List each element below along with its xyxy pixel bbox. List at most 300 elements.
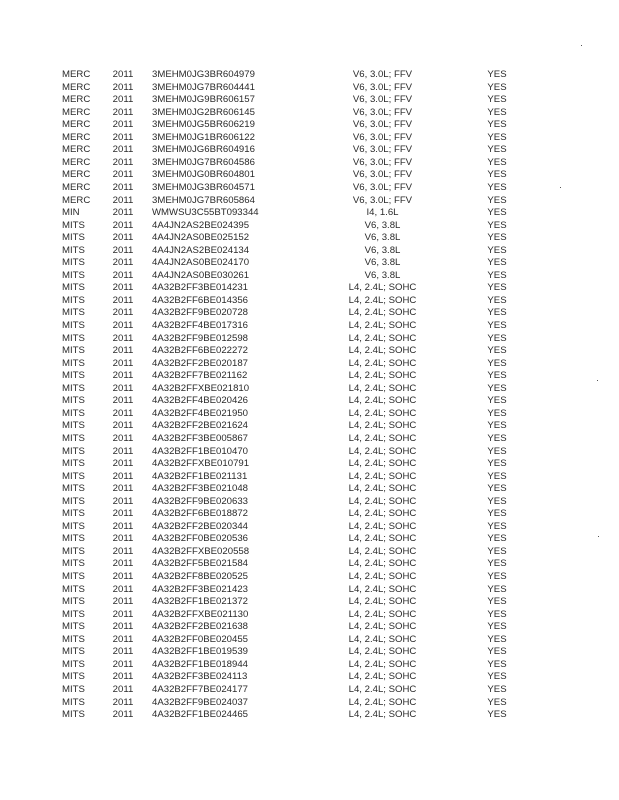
year-cell: 2011 <box>112 608 134 620</box>
year-cell: 2011 <box>112 470 134 482</box>
engine-cell: V6, 3.8L <box>364 219 401 231</box>
make-cell: MITS <box>62 508 85 520</box>
make-cell: MITS <box>62 257 85 269</box>
flag-cell: YES <box>487 307 507 319</box>
flag-cell: YES <box>487 608 507 620</box>
year-cell: 2011 <box>112 495 134 507</box>
make-cell: MERC <box>62 181 91 193</box>
vin-cell: 4A32B2FF1BE024465 <box>152 709 249 721</box>
year-cell: 2011 <box>112 432 134 444</box>
flag-cell: YES <box>487 357 507 369</box>
year-cell: 2011 <box>112 520 134 532</box>
engine-cell: V6, 3.0L; FFV <box>352 144 413 156</box>
vin-cell: 4A4JN2AS2BE024395 <box>152 219 250 231</box>
year-cell: 2011 <box>112 219 134 231</box>
make-cell: MITS <box>62 621 85 633</box>
flag-cell: YES <box>487 671 507 683</box>
vin-cell: 4A32B2FF2BE020344 <box>152 520 249 532</box>
table-row <box>0 558 619 571</box>
vin-cell: 3MEHM0JG9BR606157 <box>152 94 255 106</box>
flag-cell: YES <box>487 320 507 331</box>
table-row <box>0 295 619 308</box>
year-cell: 2011 <box>112 194 134 206</box>
scan-speck <box>581 45 582 46</box>
vin-cell: 4A32B2FF7BE024177 <box>152 683 249 695</box>
year-cell: 2011 <box>112 131 134 143</box>
make-cell: MITS <box>62 432 85 444</box>
vin-cell: 3MEHM0JG0BR604801 <box>152 169 255 181</box>
table-row <box>0 157 619 170</box>
year-cell: 2011 <box>112 244 134 256</box>
flag-cell: YES <box>487 621 507 633</box>
vin-cell: 4A32B2FF0BE020455 <box>152 633 249 645</box>
engine-cell: V6, 3.0L; FFV <box>352 194 413 206</box>
engine-cell: L4, 2.4L; SOHC <box>348 520 417 532</box>
year-cell: 2011 <box>112 232 134 244</box>
year-cell: 2011 <box>112 558 134 570</box>
table-row <box>0 82 619 95</box>
make-cell: MITS <box>62 520 85 532</box>
table-row <box>0 584 619 597</box>
year-cell: 2011 <box>112 332 134 344</box>
table-row <box>0 370 619 383</box>
table-row <box>0 709 619 722</box>
vin-cell: 4A32B2FF3BE024113 <box>152 671 248 683</box>
engine-cell: L4, 2.4L; SOHC <box>348 508 417 520</box>
year-cell: 2011 <box>112 671 134 683</box>
vin-cell: 3MEHM0JG7BR605864 <box>152 194 255 206</box>
make-cell: MERC <box>62 94 91 106</box>
make-cell: MERC <box>62 156 91 168</box>
scan-speck <box>597 380 598 381</box>
engine-cell: V6, 3.8L <box>364 269 401 281</box>
year-cell: 2011 <box>112 696 134 708</box>
flag-cell: YES <box>487 81 507 93</box>
make-cell: MITS <box>62 633 85 645</box>
flag-cell: YES <box>487 269 507 281</box>
engine-cell: V6, 3.0L; FFV <box>352 69 413 80</box>
make-cell: MITS <box>62 269 85 281</box>
engine-cell: V6, 3.0L; FFV <box>352 181 413 193</box>
engine-cell: L4, 2.4L; SOHC <box>348 545 417 557</box>
table-row <box>0 684 619 697</box>
make-cell: MERC <box>62 131 91 143</box>
year-cell: 2011 <box>112 508 134 520</box>
make-cell: MITS <box>62 307 85 319</box>
year-cell: 2011 <box>112 357 134 369</box>
year-cell: 2011 <box>112 106 134 118</box>
year-cell: 2011 <box>112 445 134 457</box>
engine-cell: V6, 3.8L <box>364 257 401 269</box>
year-cell: 2011 <box>112 345 134 357</box>
make-cell: MITS <box>62 558 85 570</box>
year-cell: 2011 <box>112 395 134 407</box>
flag-cell: YES <box>487 294 507 306</box>
flag-cell: YES <box>487 207 507 219</box>
scan-speck <box>598 536 599 537</box>
make-cell: MITS <box>62 219 85 231</box>
table-row <box>0 508 619 521</box>
year-cell: 2011 <box>112 207 134 219</box>
flag-cell: YES <box>487 232 507 244</box>
table-row <box>0 345 619 358</box>
year-cell: 2011 <box>112 257 134 269</box>
table-row <box>0 320 619 333</box>
engine-cell: V6, 3.0L; FFV <box>352 169 413 181</box>
year-cell: 2011 <box>112 307 134 319</box>
table-row <box>0 232 619 245</box>
table-row <box>0 119 619 132</box>
flag-cell: YES <box>487 520 507 532</box>
year-cell: 2011 <box>112 119 134 131</box>
flag-cell: YES <box>487 244 507 256</box>
engine-cell: L4, 2.4L; SOHC <box>348 307 417 319</box>
year-cell: 2011 <box>112 646 134 658</box>
table-row <box>0 245 619 258</box>
make-cell: MITS <box>62 458 85 470</box>
table-row <box>0 483 619 496</box>
engine-cell: L4, 2.4L; SOHC <box>348 583 417 595</box>
vin-cell: WMWSU3C55BT093344 <box>152 207 259 219</box>
table-row <box>0 646 619 659</box>
engine-cell: L4, 2.4L; SOHC <box>348 407 417 419</box>
engine-cell: L4, 2.4L; SOHC <box>348 621 417 633</box>
flag-cell: YES <box>487 508 507 520</box>
vin-cell: 3MEHM0JG6BR604916 <box>152 144 255 156</box>
year-cell: 2011 <box>112 169 134 181</box>
vin-cell: 4A32B2FF2BE020187 <box>152 357 249 369</box>
table-row <box>0 671 619 684</box>
table-row <box>0 408 619 421</box>
year-cell: 2011 <box>112 621 134 633</box>
year-cell: 2011 <box>112 583 134 595</box>
year-cell: 2011 <box>112 658 134 670</box>
vin-cell: 3MEHM0JG2BR606145 <box>152 106 255 118</box>
make-cell: MERC <box>62 81 91 93</box>
make-cell: MITS <box>62 232 85 244</box>
make-cell: MITS <box>62 244 85 256</box>
make-cell: MITS <box>62 407 85 419</box>
table-row <box>0 621 619 634</box>
year-cell: 2011 <box>112 94 134 106</box>
engine-cell: L4, 2.4L; SOHC <box>348 445 417 457</box>
table-row <box>0 144 619 157</box>
vin-cell: 4A32B2FF2BE021624 <box>152 420 249 432</box>
vin-cell: 4A32B2FF9BE012598 <box>152 332 249 344</box>
flag-cell: YES <box>487 583 507 595</box>
engine-cell: L4, 2.4L; SOHC <box>348 558 417 570</box>
table-row <box>0 195 619 208</box>
year-cell: 2011 <box>112 144 134 156</box>
make-cell: MITS <box>62 294 85 306</box>
vin-cell: 3MEHM0JG7BR604441 <box>152 81 255 93</box>
table-row <box>0 220 619 233</box>
vin-cell: 4A32B2FF7BE021162 <box>152 370 248 382</box>
table-row <box>0 257 619 270</box>
engine-cell: V6, 3.0L; FFV <box>352 156 413 168</box>
make-cell: MITS <box>62 696 85 708</box>
vin-cell: 4A32B2FF1BE010470 <box>152 445 249 457</box>
make-cell: MITS <box>62 470 85 482</box>
vin-cell: 4A32B2FF3BE021048 <box>152 483 249 495</box>
flag-cell: YES <box>487 156 507 168</box>
year-cell: 2011 <box>112 458 134 470</box>
vin-cell: 4A32B2FF5BE021584 <box>152 558 249 570</box>
vin-cell: 4A4JN2AS0BE030261 <box>152 269 250 281</box>
vin-cell: 3MEHM0JG1BR606122 <box>152 131 255 143</box>
table-row <box>0 94 619 107</box>
vin-cell: 4A32B2FF1BE019539 <box>152 646 249 658</box>
year-cell: 2011 <box>112 407 134 419</box>
engine-cell: L4, 2.4L; SOHC <box>348 420 417 432</box>
flag-cell: YES <box>487 646 507 658</box>
engine-cell: L4, 2.4L; SOHC <box>348 646 417 658</box>
year-cell: 2011 <box>112 294 134 306</box>
table-row <box>0 521 619 534</box>
table-row <box>0 333 619 346</box>
engine-cell: L4, 2.4L; SOHC <box>348 608 417 620</box>
flag-cell: YES <box>487 533 507 545</box>
vin-cell: 4A32B2FF0BE020536 <box>152 533 249 545</box>
year-cell: 2011 <box>112 320 134 331</box>
table-row <box>0 634 619 647</box>
make-cell: MITS <box>62 483 85 495</box>
flag-cell: YES <box>487 596 507 608</box>
year-cell: 2011 <box>112 545 134 557</box>
flag-cell: YES <box>487 106 507 118</box>
flag-cell: YES <box>487 219 507 231</box>
engine-cell: L4, 2.4L; SOHC <box>348 332 417 344</box>
vin-cell: 4A32B2FF3BE005867 <box>152 432 249 444</box>
make-cell: MITS <box>62 646 85 658</box>
table-row <box>0 659 619 672</box>
engine-cell: V6, 3.0L; FFV <box>352 94 413 106</box>
vin-cell: 4A32B2FF2BE021638 <box>152 621 249 633</box>
make-cell: MITS <box>62 282 85 294</box>
vin-cell: 4A32B2FF4BE020426 <box>152 395 249 407</box>
year-cell: 2011 <box>112 370 134 382</box>
engine-cell: V6, 3.0L; FFV <box>352 106 413 118</box>
engine-cell: L4, 2.4L; SOHC <box>348 395 417 407</box>
table-row <box>0 395 619 408</box>
make-cell: MITS <box>62 495 85 507</box>
table-row <box>0 132 619 145</box>
flag-cell: YES <box>487 483 507 495</box>
make-cell: MERC <box>62 69 91 80</box>
vin-cell: 4A32B2FFXBE021810 <box>152 382 250 394</box>
flag-cell: YES <box>487 683 507 695</box>
table-row <box>0 420 619 433</box>
vin-cell: 4A32B2FF8BE020525 <box>152 571 249 582</box>
year-cell: 2011 <box>112 571 134 582</box>
year-cell: 2011 <box>112 269 134 281</box>
flag-cell: YES <box>487 370 507 382</box>
year-cell: 2011 <box>112 533 134 545</box>
engine-cell: L4, 2.4L; SOHC <box>348 671 417 683</box>
vin-cell: 4A32B2FF6BE022272 <box>152 345 249 357</box>
table-row <box>0 571 619 584</box>
flag-cell: YES <box>487 470 507 482</box>
vin-cell: 4A32B2FF9BE020728 <box>152 307 249 319</box>
vin-cell: 3MEHM0JG3BR604979 <box>152 69 255 80</box>
table-row <box>0 69 619 82</box>
make-cell: MITS <box>62 571 85 582</box>
year-cell: 2011 <box>112 181 134 193</box>
engine-cell: V6, 3.8L <box>364 244 401 256</box>
make-cell: MITS <box>62 395 85 407</box>
flag-cell: YES <box>487 407 507 419</box>
flag-cell: YES <box>487 696 507 708</box>
vin-cell: 4A32B2FF1BE021131 <box>152 470 248 482</box>
vin-cell: 4A32B2FF4BE021950 <box>152 407 249 419</box>
make-cell: MITS <box>62 332 85 344</box>
vin-cell: 4A32B2FF1BE018944 <box>152 658 249 670</box>
flag-cell: YES <box>487 382 507 394</box>
engine-cell: L4, 2.4L; SOHC <box>348 294 417 306</box>
year-cell: 2011 <box>112 69 134 80</box>
engine-cell: L4, 2.4L; SOHC <box>348 696 417 708</box>
table-row <box>0 609 619 622</box>
make-cell: MERC <box>62 106 91 118</box>
flag-cell: YES <box>487 119 507 131</box>
flag-cell: YES <box>487 445 507 457</box>
flag-cell: YES <box>487 395 507 407</box>
make-cell: MITS <box>62 545 85 557</box>
vin-cell: 4A32B2FFXBE020558 <box>152 545 250 557</box>
vin-cell: 4A32B2FF1BE021372 <box>152 596 249 608</box>
make-cell: MITS <box>62 683 85 695</box>
flag-cell: YES <box>487 257 507 269</box>
engine-cell: L4, 2.4L; SOHC <box>348 282 417 294</box>
flag-cell: YES <box>487 131 507 143</box>
engine-cell: L4, 2.4L; SOHC <box>348 596 417 608</box>
table-row <box>0 471 619 484</box>
flag-cell: YES <box>487 633 507 645</box>
vin-cell: 4A32B2FFXBE010791 <box>152 458 250 470</box>
table-row <box>0 207 619 220</box>
make-cell: MITS <box>62 658 85 670</box>
year-cell: 2011 <box>112 633 134 645</box>
engine-cell: I4, 1.6L <box>366 207 399 219</box>
table-row <box>0 358 619 371</box>
engine-cell: L4, 2.4L; SOHC <box>348 357 417 369</box>
make-cell: MITS <box>62 583 85 595</box>
make-cell: MIN <box>62 207 80 219</box>
vin-cell: 4A32B2FF9BE020633 <box>152 495 249 507</box>
engine-cell: L4, 2.4L; SOHC <box>348 458 417 470</box>
make-cell: MERC <box>62 119 91 131</box>
year-cell: 2011 <box>112 282 134 294</box>
vin-cell: 4A32B2FF4BE017316 <box>152 320 249 331</box>
make-cell: MITS <box>62 357 85 369</box>
flag-cell: YES <box>487 144 507 156</box>
year-cell: 2011 <box>112 596 134 608</box>
engine-cell: L4, 2.4L; SOHC <box>348 533 417 545</box>
table-row <box>0 270 619 283</box>
table-row <box>0 533 619 546</box>
table-row <box>0 496 619 509</box>
engine-cell: L4, 2.4L; SOHC <box>348 483 417 495</box>
table-row <box>0 546 619 559</box>
vin-cell: 4A32B2FF3BE014231 <box>152 282 249 294</box>
flag-cell: YES <box>487 458 507 470</box>
vin-cell: 4A4JN2AS0BE024170 <box>152 257 250 269</box>
table-row <box>0 596 619 609</box>
flag-cell: YES <box>487 495 507 507</box>
make-cell: MITS <box>62 608 85 620</box>
table-row <box>0 182 619 195</box>
year-cell: 2011 <box>112 81 134 93</box>
make-cell: MERC <box>62 169 91 181</box>
flag-cell: YES <box>487 69 507 80</box>
scan-speck <box>560 187 561 188</box>
flag-cell: YES <box>487 545 507 557</box>
engine-cell: L4, 2.4L; SOHC <box>348 345 417 357</box>
table-row <box>0 169 619 182</box>
engine-cell: L4, 2.4L; SOHC <box>348 571 417 582</box>
vin-cell: 3MEHM0JG7BR604586 <box>152 156 255 168</box>
flag-cell: YES <box>487 658 507 670</box>
table-row <box>0 107 619 120</box>
make-cell: MERC <box>62 144 91 156</box>
vin-cell: 4A32B2FF6BE014356 <box>152 294 249 306</box>
table-row <box>0 433 619 446</box>
flag-cell: YES <box>487 181 507 193</box>
make-cell: MITS <box>62 596 85 608</box>
engine-cell: V6, 3.0L; FFV <box>352 131 413 143</box>
engine-cell: V6, 3.8L <box>364 232 401 244</box>
engine-cell: L4, 2.4L; SOHC <box>348 683 417 695</box>
vin-cell: 3MEHM0JG3BR604571 <box>152 181 255 193</box>
engine-cell: L4, 2.4L; SOHC <box>348 709 417 721</box>
flag-cell: YES <box>487 94 507 106</box>
engine-cell: V6, 3.0L; FFV <box>352 81 413 93</box>
table-row <box>0 446 619 459</box>
make-cell: MERC <box>62 194 91 206</box>
make-cell: MITS <box>62 445 85 457</box>
vin-cell: 4A32B2FF6BE018872 <box>152 508 249 520</box>
flag-cell: YES <box>487 345 507 357</box>
year-cell: 2011 <box>112 683 134 695</box>
vin-cell: 4A4JN2AS2BE024134 <box>152 244 250 256</box>
make-cell: MITS <box>62 533 85 545</box>
vin-cell: 4A32B2FFXBE021130 <box>152 608 249 620</box>
vin-cell: 3MEHM0JG5BR606219 <box>152 119 255 131</box>
engine-cell: L4, 2.4L; SOHC <box>348 382 417 394</box>
year-cell: 2011 <box>112 709 134 721</box>
engine-cell: L4, 2.4L; SOHC <box>348 470 417 482</box>
engine-cell: L4, 2.4L; SOHC <box>348 320 417 331</box>
table-row <box>0 458 619 471</box>
engine-cell: L4, 2.4L; SOHC <box>348 633 417 645</box>
make-cell: MITS <box>62 671 85 683</box>
flag-cell: YES <box>487 558 507 570</box>
vin-cell: 4A32B2FF9BE024037 <box>152 696 249 708</box>
table-row <box>0 307 619 320</box>
table-row <box>0 697 619 710</box>
year-cell: 2011 <box>112 382 134 394</box>
make-cell: MITS <box>62 382 85 394</box>
flag-cell: YES <box>487 709 507 721</box>
table-row <box>0 282 619 295</box>
flag-cell: YES <box>487 282 507 294</box>
engine-cell: L4, 2.4L; SOHC <box>348 432 417 444</box>
flag-cell: YES <box>487 194 507 206</box>
engine-cell: L4, 2.4L; SOHC <box>348 370 417 382</box>
vin-cell: 4A32B2FF3BE021423 <box>152 583 249 595</box>
engine-cell: V6, 3.0L; FFV <box>352 119 413 131</box>
flag-cell: YES <box>487 571 507 582</box>
